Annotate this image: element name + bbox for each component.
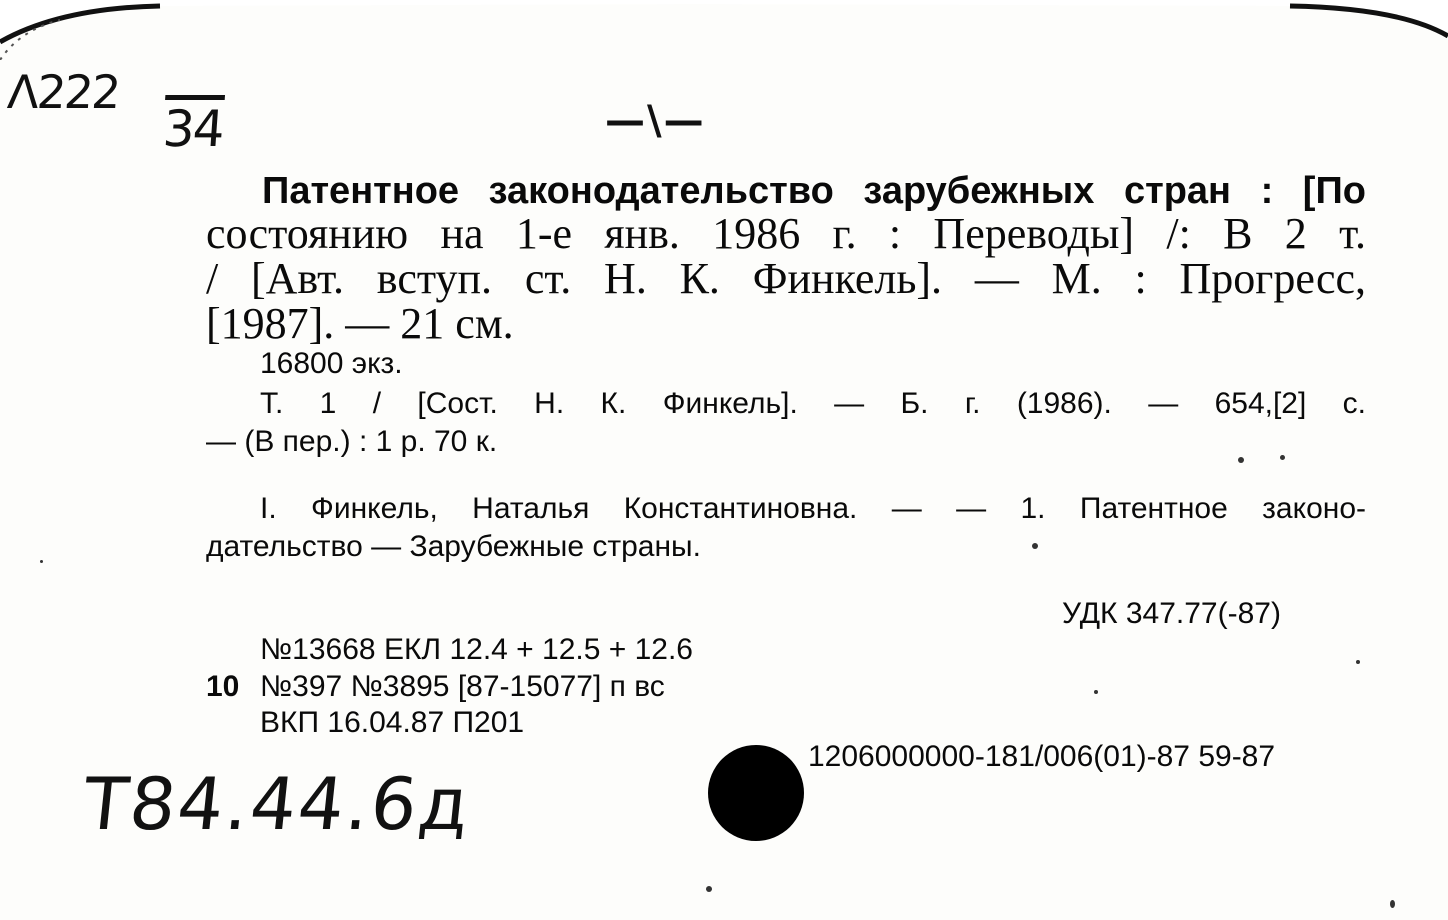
speck <box>706 886 712 892</box>
speck <box>1356 660 1360 664</box>
catalog-code: 1206000000-181/006(01)-87 59-87 <box>808 740 1276 773</box>
speck <box>1390 900 1395 908</box>
shelfmark-sub: 34 <box>161 100 225 158</box>
shelfmark-main: Λ222 <box>5 65 121 119</box>
udk-code: УДК 347.77(-87) <box>1062 597 1281 630</box>
punch-hole <box>708 745 804 841</box>
speck <box>1032 543 1038 549</box>
title-text-1: Патентное законодательство зарубежных стран : [По <box>262 170 1366 212</box>
print-run: 16800 экз. <box>260 347 403 380</box>
speck <box>1094 690 1098 694</box>
shelfmark-top <box>5 50 225 158</box>
registry-line-1: №13668 ЕКЛ 12.4 + 12.5 + 12.6 <box>260 633 693 666</box>
registry-line-3: ВКП 16.04.87 П201 <box>260 706 525 739</box>
speck <box>40 560 43 563</box>
title-line-2: состоянию на 1-е янв. 1986 г. : Переводы] /: В 2 т. <box>206 209 1366 258</box>
shelfmark-bottom: Т84.44.6д <box>79 762 475 846</box>
card-number: —\— <box>605 98 706 144</box>
speck <box>1238 457 1244 463</box>
index-line-1: I. Финкель, Наталья Константиновна. — — 1. Патентное законо- <box>260 492 1366 525</box>
volume-line-2: — (В пер.) : 1 р. 70 к. <box>206 425 498 458</box>
index-line-2: дательство — Зарубежные страны. <box>206 530 701 563</box>
card-top-edge <box>0 0 1448 60</box>
volume-line-1: Т. 1 / [Сост. Н. К. Финкель]. — Б. г. (1986). — 654,[2] с. <box>260 387 1366 420</box>
registry-prefix: 10 <box>206 670 240 703</box>
registry-line-2: №397 №3895 [87-15077] п вс <box>260 670 665 703</box>
title-line-4: [1987]. — 21 см. <box>206 299 514 348</box>
speck <box>1280 455 1285 460</box>
title-line-3: / [Авт. вступ. ст. Н. К. Финкель]. — М. : Прогресс, <box>206 254 1366 303</box>
title-line-1 <box>262 166 1366 214</box>
